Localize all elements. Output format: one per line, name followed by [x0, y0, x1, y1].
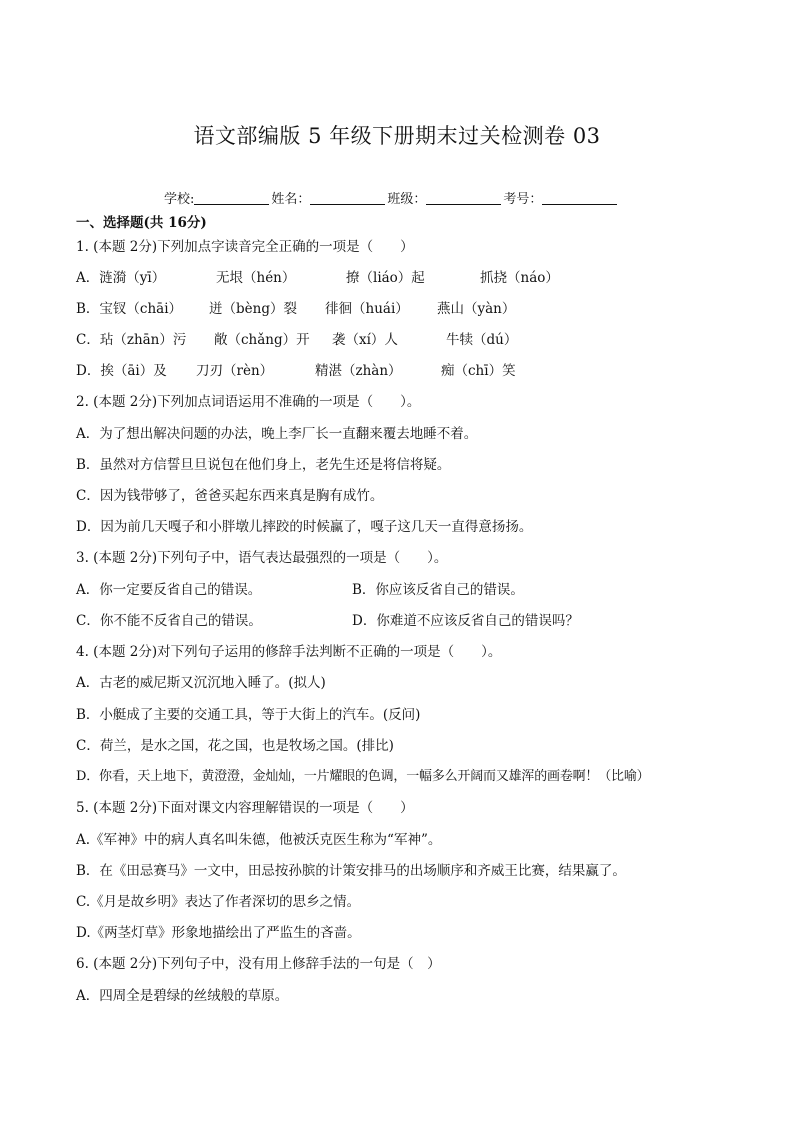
option-item: 迸（bèng）裂: [209, 301, 297, 317]
student-info-row: [164, 188, 619, 207]
option-item: 燕山（yàn）: [437, 301, 516, 317]
question-stem: 3. (本题 2分)下列句子中，语气表达最强烈的一项是（ ）。: [76, 550, 448, 566]
option-item: C．玷（zhān）污: [76, 332, 187, 348]
option-item: 敞（chǎng）开: [214, 332, 310, 348]
option-item: B．宝钗（chāi）: [76, 301, 183, 317]
option-item: C．你不能不反省自己的错误。: [76, 613, 262, 629]
option-item: 刀刃（rèn）: [196, 363, 274, 379]
name-label: 姓名：: [271, 192, 311, 207]
section-title: 一、选择题(共 16分): [76, 215, 207, 231]
option-item: 痴（chī）笑: [441, 363, 516, 379]
number-label: 考号：: [503, 192, 543, 207]
option-item: D．挨（āi）及: [76, 363, 167, 379]
option-item: A．四周全是碧绿的丝绒般的草原。: [76, 988, 289, 1004]
option-item: D．因为前几天嘎子和小胖墩儿摔跤的时候赢了，嘎子这几天一直得意扬扬。: [76, 519, 533, 535]
option-item: 撩（liáo）起: [346, 270, 425, 286]
option-item: D．你难道不应该反省自己的错误吗？: [352, 613, 579, 629]
option-item: C.《月是故乡明》表达了作者深切的思乡之情。: [76, 894, 361, 910]
option-item: 精湛（zhàn）: [315, 363, 402, 379]
option-item: A.《军神》中的病人真名叫朱德，他被沃克医生称为“军神”。: [76, 832, 442, 848]
question-stem: 1. (本题 2分)下列加点字读音完全正确的一项是（ ）: [76, 239, 414, 255]
page-title: 语文部编版 5 年级下册期末过关检测卷 03: [193, 124, 601, 148]
school-blank: [194, 191, 269, 205]
question-stem: 6. (本题 2分)下列句子中，没有用上修辞手法的一句是（ ）: [76, 956, 441, 972]
option-item: 无垠（hén）: [216, 270, 296, 286]
option-item: 袭（xí）人: [332, 332, 398, 348]
option-item: A．你一定要反省自己的错误。: [76, 582, 262, 598]
option-item: B．你应该反省自己的错误。: [352, 582, 524, 598]
question-stem: 5. (本题 2分)下面对课文内容理解错误的一项是（ ）: [76, 800, 414, 816]
number-blank: [542, 191, 617, 205]
option-item: B．在《田忌赛马》一文中，田忌按孙膑的计策安排马的出场顺序和齐威王比赛，结果赢了。: [76, 863, 626, 879]
option-item: D.《两茎灯草》形象地描绘出了严监生的吝啬。: [76, 925, 361, 941]
option-item: D．你看，天上地下，黄澄澄，金灿灿，一片耀眼的色调，一幅多么开阔而又雄浑的画卷啊！（比喻）: [76, 769, 650, 784]
option-item: A．古老的威尼斯又沉沉地入睡了。(拟人): [76, 675, 326, 691]
name-blank: [310, 191, 385, 205]
class-blank: [426, 191, 501, 205]
option-item: A．为了想出解决问题的办法，晚上李厂长一直翻来覆去地睡不着。: [76, 426, 478, 442]
question-stem: 4. (本题 2分)对下列句子运用的修辞手法判断不正确的一项是（ ）。: [76, 644, 502, 660]
option-item: B．虽然对方信誓旦旦说包在他们身上，老先生还是将信将疑。: [76, 457, 451, 473]
option-item: 徘徊（huái）: [325, 301, 409, 317]
school-label: 学校:: [164, 192, 195, 207]
question-stem: 2. (本题 2分)下列加点词语运用不准确的一项是（ ）。: [76, 394, 421, 410]
option-item: B．小艇成了主要的交通工具，等于大街上的汽车。(反问): [76, 707, 421, 723]
option-item: C．因为钱带够了，爸爸买起东西来真是胸有成竹。: [76, 488, 384, 504]
option-item: 牛犊（dú）: [446, 332, 518, 348]
option-item: C．荷兰，是水之国，花之国，也是牧场之国。(排比): [76, 738, 394, 754]
option-item: 抓挠（náo）: [480, 270, 559, 286]
class-label: 班级：: [387, 192, 427, 207]
option-item: A．涟漪（yī）: [76, 270, 166, 286]
